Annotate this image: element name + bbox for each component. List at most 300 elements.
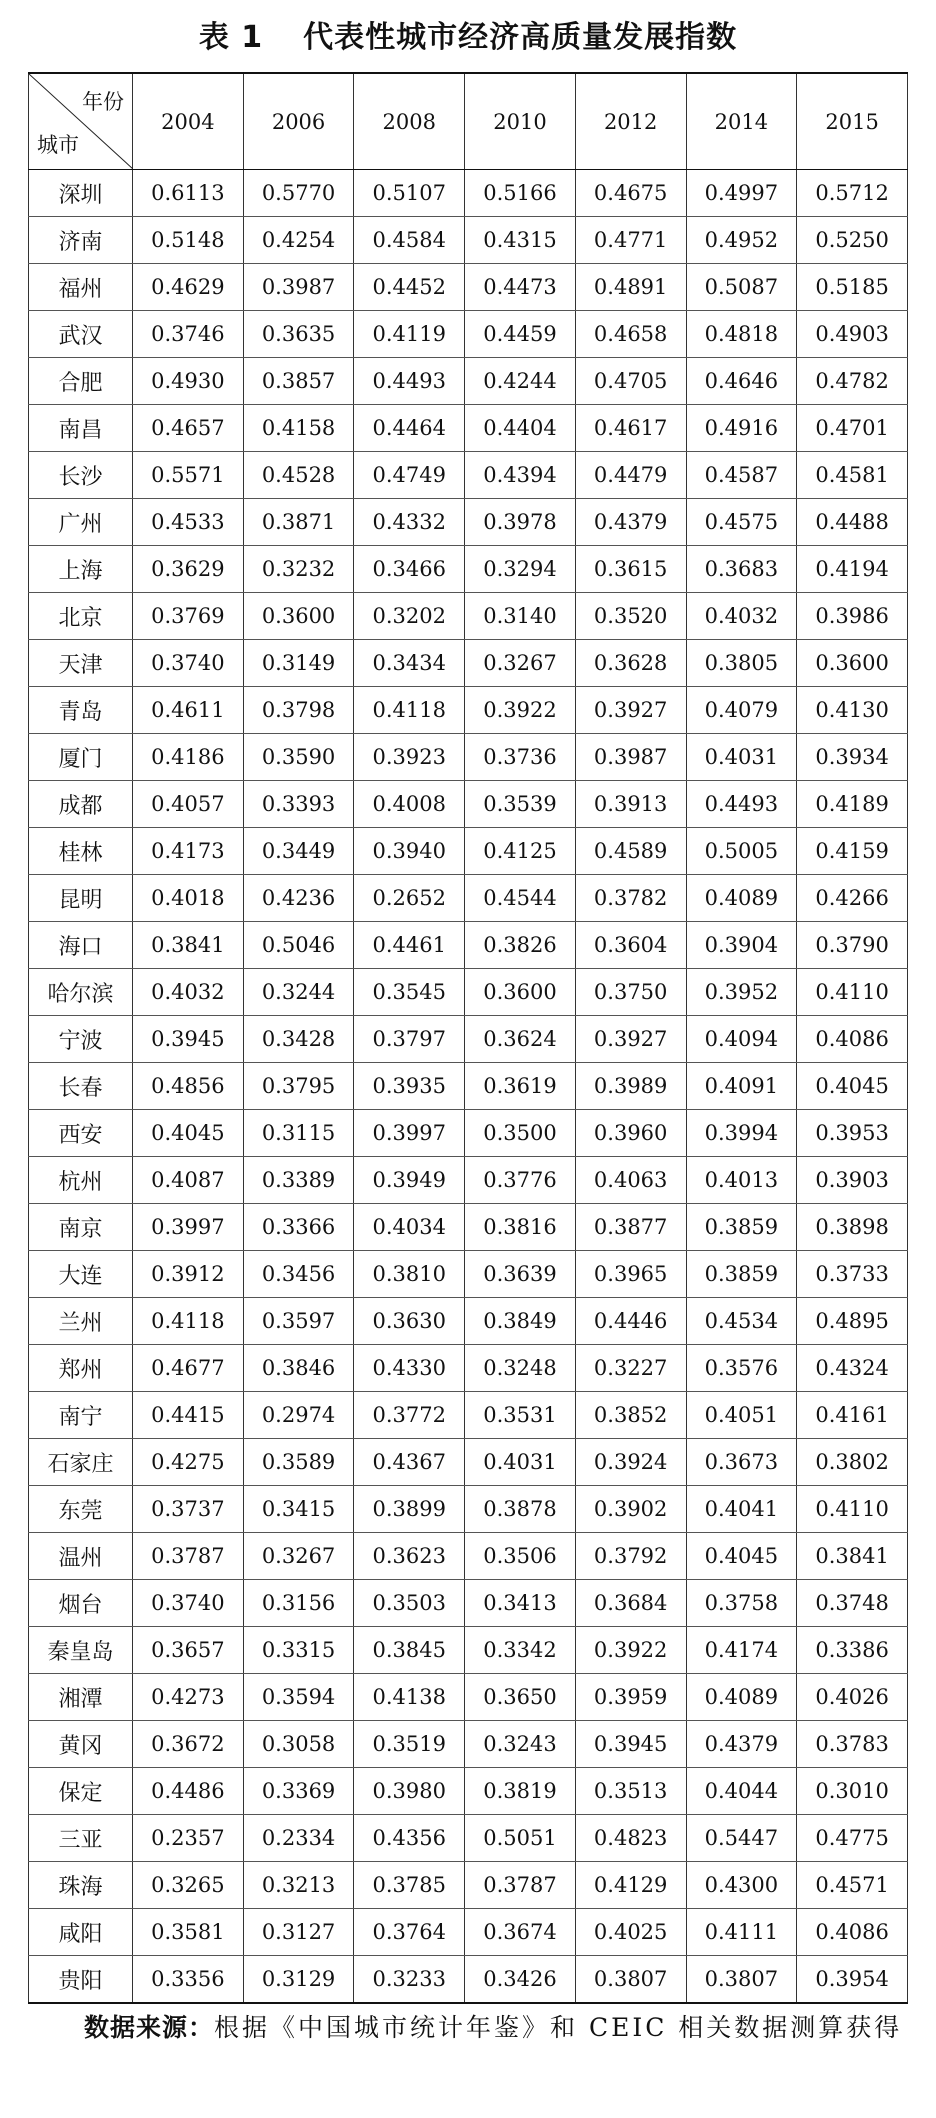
value-cell: 0.4189 <box>797 781 908 828</box>
table-row <box>29 1627 908 1674</box>
value-cell: 0.2334 <box>243 1815 354 1862</box>
year-axis-label: 年份 <box>82 90 124 114</box>
value-cell: 0.3589 <box>243 1439 354 1486</box>
value-cell: 0.5148 <box>133 217 244 264</box>
value-cell: 0.4045 <box>797 1063 908 1110</box>
value-cell: 0.5107 <box>354 170 465 217</box>
value-cell: 0.3672 <box>133 1721 244 1768</box>
table-row <box>29 1298 908 1345</box>
value-cell: 0.3630 <box>354 1298 465 1345</box>
value-cell: 0.3294 <box>465 546 576 593</box>
value-cell: 0.3782 <box>575 875 686 922</box>
table-row <box>29 358 908 405</box>
table-row <box>29 1862 908 1909</box>
value-cell: 0.3267 <box>243 1533 354 1580</box>
value-cell: 0.3624 <box>465 1016 576 1063</box>
value-cell: 0.3500 <box>465 1110 576 1157</box>
value-cell: 0.3807 <box>686 1956 797 2004</box>
value-cell: 0.4891 <box>575 264 686 311</box>
value-cell: 0.4356 <box>354 1815 465 1862</box>
value-cell: 0.3945 <box>133 1016 244 1063</box>
value-cell: 0.4129 <box>575 1862 686 1909</box>
table-body <box>29 170 908 2004</box>
value-cell: 0.5571 <box>133 452 244 499</box>
value-cell: 0.3650 <box>465 1674 576 1721</box>
table-row <box>29 1486 908 1533</box>
value-cell: 0.4367 <box>354 1439 465 1486</box>
city-cell: 大连 <box>29 1251 133 1298</box>
value-cell: 0.5005 <box>686 828 797 875</box>
city-cell: 青岛 <box>29 687 133 734</box>
value-cell: 0.3912 <box>133 1251 244 1298</box>
value-cell: 0.4254 <box>243 217 354 264</box>
city-cell: 三亚 <box>29 1815 133 1862</box>
city-cell: 济南 <box>29 217 133 264</box>
value-cell: 0.4459 <box>465 311 576 358</box>
value-cell: 0.4041 <box>686 1486 797 1533</box>
value-cell: 0.3576 <box>686 1345 797 1392</box>
value-cell: 0.4575 <box>686 499 797 546</box>
city-cell: 宁波 <box>29 1016 133 1063</box>
value-cell: 0.3795 <box>243 1063 354 1110</box>
value-cell: 0.3952 <box>686 969 797 1016</box>
value-cell: 0.4013 <box>686 1157 797 1204</box>
value-cell: 0.4952 <box>686 217 797 264</box>
value-cell: 0.4173 <box>133 828 244 875</box>
value-cell: 0.4057 <box>133 781 244 828</box>
value-cell: 0.4031 <box>465 1439 576 1486</box>
table-row <box>29 687 908 734</box>
table-row <box>29 1251 908 1298</box>
table-row <box>29 1392 908 1439</box>
value-cell: 0.4473 <box>465 264 576 311</box>
value-cell: 0.3513 <box>575 1768 686 1815</box>
value-cell: 0.3949 <box>354 1157 465 1204</box>
value-cell: 0.3913 <box>575 781 686 828</box>
value-cell: 0.3986 <box>797 593 908 640</box>
value-cell: 0.3989 <box>575 1063 686 1110</box>
value-cell: 0.3940 <box>354 828 465 875</box>
table-row <box>29 1956 908 2004</box>
value-cell: 0.3140 <box>465 593 576 640</box>
header-row <box>29 73 908 170</box>
value-cell: 0.3449 <box>243 828 354 875</box>
value-cell: 0.3899 <box>354 1486 465 1533</box>
value-cell: 0.4089 <box>686 1674 797 1721</box>
year-header-2015: 2015 <box>797 73 908 170</box>
value-cell: 0.3776 <box>465 1157 576 1204</box>
value-cell: 0.4018 <box>133 875 244 922</box>
city-cell: 武汉 <box>29 311 133 358</box>
value-cell: 0.4300 <box>686 1862 797 1909</box>
table-row <box>29 1439 908 1486</box>
value-cell: 0.4026 <box>797 1674 908 1721</box>
value-cell: 0.4273 <box>133 1674 244 1721</box>
value-cell: 0.4138 <box>354 1674 465 1721</box>
city-cell: 温州 <box>29 1533 133 1580</box>
value-cell: 0.3594 <box>243 1674 354 1721</box>
table-row <box>29 1110 908 1157</box>
value-cell: 0.3531 <box>465 1392 576 1439</box>
value-cell: 0.4045 <box>133 1110 244 1157</box>
value-cell: 0.3639 <box>465 1251 576 1298</box>
city-cell: 桂林 <box>29 828 133 875</box>
value-cell: 0.3581 <box>133 1909 244 1956</box>
value-cell: 0.3733 <box>797 1251 908 1298</box>
value-cell: 0.3740 <box>133 1580 244 1627</box>
value-cell: 0.4611 <box>133 687 244 734</box>
value-cell: 0.3736 <box>465 734 576 781</box>
value-cell: 0.4236 <box>243 875 354 922</box>
value-cell: 0.3232 <box>243 546 354 593</box>
value-cell: 0.4008 <box>354 781 465 828</box>
value-cell: 0.4275 <box>133 1439 244 1486</box>
value-cell: 0.3673 <box>686 1439 797 1486</box>
table-row <box>29 1345 908 1392</box>
value-cell: 0.4782 <box>797 358 908 405</box>
table-row <box>29 1204 908 1251</box>
value-cell: 0.4658 <box>575 311 686 358</box>
table-title-text: 代表性城市经济高质量发展指数 <box>303 20 738 55</box>
table-row <box>29 1063 908 1110</box>
value-cell: 0.4823 <box>575 1815 686 1862</box>
value-cell: 0.4533 <box>133 499 244 546</box>
year-header-2006: 2006 <box>243 73 354 170</box>
value-cell: 0.4404 <box>465 405 576 452</box>
value-cell: 0.3953 <box>797 1110 908 1157</box>
value-cell: 0.3503 <box>354 1580 465 1627</box>
city-cell: 福州 <box>29 264 133 311</box>
city-cell: 成都 <box>29 781 133 828</box>
value-cell: 0.4584 <box>354 217 465 264</box>
value-cell: 0.4486 <box>133 1768 244 1815</box>
value-cell: 0.3769 <box>133 593 244 640</box>
value-cell: 0.4045 <box>686 1533 797 1580</box>
value-cell: 0.3149 <box>243 640 354 687</box>
value-cell: 0.3797 <box>354 1016 465 1063</box>
value-cell: 0.4657 <box>133 405 244 452</box>
value-cell: 0.5046 <box>243 922 354 969</box>
source-note <box>28 2000 908 2056</box>
city-cell: 保定 <box>29 1768 133 1815</box>
value-cell: 0.4119 <box>354 311 465 358</box>
value-cell: 0.4186 <box>133 734 244 781</box>
city-cell: 海口 <box>29 922 133 969</box>
value-cell: 0.3604 <box>575 922 686 969</box>
value-cell: 0.3315 <box>243 1627 354 1674</box>
value-cell: 0.3244 <box>243 969 354 1016</box>
value-cell: 0.3129 <box>243 1956 354 2004</box>
value-cell: 0.4479 <box>575 452 686 499</box>
table-row <box>29 1157 908 1204</box>
value-cell: 0.4415 <box>133 1392 244 1439</box>
table-row <box>29 781 908 828</box>
value-cell: 0.4818 <box>686 311 797 358</box>
value-cell: 0.3366 <box>243 1204 354 1251</box>
city-cell: 深圳 <box>29 170 133 217</box>
value-cell: 0.3859 <box>686 1251 797 1298</box>
value-cell: 0.3772 <box>354 1392 465 1439</box>
value-cell: 0.4161 <box>797 1392 908 1439</box>
value-cell: 0.3785 <box>354 1862 465 1909</box>
table-row <box>29 546 908 593</box>
value-cell: 0.6113 <box>133 170 244 217</box>
city-cell: 昆明 <box>29 875 133 922</box>
value-cell: 0.3393 <box>243 781 354 828</box>
value-cell: 0.4856 <box>133 1063 244 1110</box>
value-cell: 0.4571 <box>797 1862 908 1909</box>
value-cell: 0.3615 <box>575 546 686 593</box>
value-cell: 0.4464 <box>354 405 465 452</box>
value-cell: 0.4324 <box>797 1345 908 1392</box>
value-cell: 0.4493 <box>686 781 797 828</box>
value-cell: 0.5712 <box>797 170 908 217</box>
value-cell: 0.3202 <box>354 593 465 640</box>
value-cell: 0.4159 <box>797 828 908 875</box>
value-cell: 0.4130 <box>797 687 908 734</box>
table-row <box>29 640 908 687</box>
value-cell: 0.5447 <box>686 1815 797 1862</box>
table-row <box>29 828 908 875</box>
value-cell: 0.3213 <box>243 1862 354 1909</box>
value-cell: 0.3902 <box>575 1486 686 1533</box>
value-cell: 0.3657 <box>133 1627 244 1674</box>
value-cell: 0.4646 <box>686 358 797 405</box>
city-cell: 石家庄 <box>29 1439 133 1486</box>
table-container <box>28 72 908 2004</box>
value-cell: 0.4446 <box>575 1298 686 1345</box>
table-row <box>29 734 908 781</box>
value-cell: 0.4032 <box>686 593 797 640</box>
diagonal-header-cell <box>29 73 133 170</box>
value-cell: 0.5166 <box>465 170 576 217</box>
value-cell: 0.4394 <box>465 452 576 499</box>
value-cell: 0.4930 <box>133 358 244 405</box>
value-cell: 0.3826 <box>465 922 576 969</box>
value-cell: 0.3369 <box>243 1768 354 1815</box>
value-cell: 0.3684 <box>575 1580 686 1627</box>
table-row <box>29 170 908 217</box>
city-cell: 北京 <box>29 593 133 640</box>
value-cell: 0.4771 <box>575 217 686 264</box>
value-cell: 0.3798 <box>243 687 354 734</box>
value-cell: 0.4544 <box>465 875 576 922</box>
value-cell: 0.4675 <box>575 170 686 217</box>
value-cell: 0.4063 <box>575 1157 686 1204</box>
city-cell: 合肥 <box>29 358 133 405</box>
value-cell: 0.3545 <box>354 969 465 1016</box>
value-cell: 0.4125 <box>465 828 576 875</box>
table-row <box>29 311 908 358</box>
table-row <box>29 217 908 264</box>
value-cell: 0.4118 <box>354 687 465 734</box>
value-cell: 0.3857 <box>243 358 354 405</box>
value-cell: 0.4051 <box>686 1392 797 1439</box>
value-cell: 0.3466 <box>354 546 465 593</box>
value-cell: 0.4079 <box>686 687 797 734</box>
value-cell: 0.3342 <box>465 1627 576 1674</box>
city-axis-label: 城市 <box>37 133 79 157</box>
value-cell: 0.3748 <box>797 1580 908 1627</box>
value-cell: 0.3871 <box>243 499 354 546</box>
value-cell: 0.4705 <box>575 358 686 405</box>
value-cell: 0.3389 <box>243 1157 354 1204</box>
value-cell: 0.3426 <box>465 1956 576 2004</box>
value-cell: 0.3934 <box>797 734 908 781</box>
city-cell: 烟台 <box>29 1580 133 1627</box>
year-header-2004: 2004 <box>133 73 244 170</box>
city-cell: 湘潭 <box>29 1674 133 1721</box>
value-cell: 0.4031 <box>686 734 797 781</box>
value-cell: 0.3923 <box>354 734 465 781</box>
city-cell: 秦皇岛 <box>29 1627 133 1674</box>
value-cell: 0.2357 <box>133 1815 244 1862</box>
value-cell: 0.3945 <box>575 1721 686 1768</box>
value-cell: 0.4493 <box>354 358 465 405</box>
value-cell: 0.3600 <box>243 593 354 640</box>
value-cell: 0.3783 <box>797 1721 908 1768</box>
value-cell: 0.3248 <box>465 1345 576 1392</box>
city-cell: 天津 <box>29 640 133 687</box>
value-cell: 0.3904 <box>686 922 797 969</box>
value-cell: 0.3737 <box>133 1486 244 1533</box>
table-row <box>29 499 908 546</box>
value-cell: 0.4997 <box>686 170 797 217</box>
value-cell: 0.2974 <box>243 1392 354 1439</box>
value-cell: 0.4379 <box>686 1721 797 1768</box>
value-cell: 0.3852 <box>575 1392 686 1439</box>
value-cell: 0.3819 <box>465 1768 576 1815</box>
table-row <box>29 1580 908 1627</box>
table-row <box>29 1815 908 1862</box>
value-cell: 0.3600 <box>465 969 576 1016</box>
city-cell: 南宁 <box>29 1392 133 1439</box>
value-cell: 0.4916 <box>686 405 797 452</box>
city-cell: 兰州 <box>29 1298 133 1345</box>
city-cell: 贵阳 <box>29 1956 133 2004</box>
city-cell: 珠海 <box>29 1862 133 1909</box>
value-cell: 0.3859 <box>686 1204 797 1251</box>
value-cell: 0.3802 <box>797 1439 908 1486</box>
value-cell: 0.3590 <box>243 734 354 781</box>
value-cell: 0.3243 <box>465 1721 576 1768</box>
value-cell: 0.4094 <box>686 1016 797 1063</box>
value-cell: 0.4034 <box>354 1204 465 1251</box>
value-cell: 0.5770 <box>243 170 354 217</box>
value-cell: 0.3994 <box>686 1110 797 1157</box>
value-cell: 0.4589 <box>575 828 686 875</box>
city-cell: 东莞 <box>29 1486 133 1533</box>
value-cell: 0.4086 <box>797 1909 908 1956</box>
value-cell: 0.5051 <box>465 1815 576 1862</box>
value-cell: 0.3233 <box>354 1956 465 2004</box>
value-cell: 0.4158 <box>243 405 354 452</box>
table-row <box>29 1533 908 1580</box>
value-cell: 0.3415 <box>243 1486 354 1533</box>
value-cell: 0.4087 <box>133 1157 244 1204</box>
table-row <box>29 1674 908 1721</box>
value-cell: 0.3987 <box>575 734 686 781</box>
value-cell: 0.3959 <box>575 1674 686 1721</box>
city-cell: 长沙 <box>29 452 133 499</box>
value-cell: 0.3935 <box>354 1063 465 1110</box>
value-cell: 0.2652 <box>354 875 465 922</box>
value-cell: 0.3115 <box>243 1110 354 1157</box>
table-row <box>29 922 908 969</box>
value-cell: 0.3846 <box>243 1345 354 1392</box>
value-cell: 0.3954 <box>797 1956 908 2004</box>
value-cell: 0.3156 <box>243 1580 354 1627</box>
value-cell: 0.3520 <box>575 593 686 640</box>
value-cell: 0.4174 <box>686 1627 797 1674</box>
value-cell: 0.4461 <box>354 922 465 969</box>
city-cell: 黄冈 <box>29 1721 133 1768</box>
value-cell: 0.3805 <box>686 640 797 687</box>
value-cell: 0.4581 <box>797 452 908 499</box>
value-cell: 0.3922 <box>465 687 576 734</box>
source-note-text: 根据《中国城市统计年鉴》和 CEIC 相关数据测算获得 <box>214 2013 903 2042</box>
value-cell: 0.4452 <box>354 264 465 311</box>
city-cell: 厦门 <box>29 734 133 781</box>
table-row <box>29 264 908 311</box>
value-cell: 0.5087 <box>686 264 797 311</box>
value-cell: 0.4677 <box>133 1345 244 1392</box>
value-cell: 0.4379 <box>575 499 686 546</box>
table-row <box>29 1909 908 1956</box>
table-row <box>29 405 908 452</box>
value-cell: 0.3965 <box>575 1251 686 1298</box>
year-header-2012: 2012 <box>575 73 686 170</box>
value-cell: 0.3386 <box>797 1627 908 1674</box>
value-cell: 0.3841 <box>797 1533 908 1580</box>
value-cell: 0.3787 <box>133 1533 244 1580</box>
value-cell: 0.3058 <box>243 1721 354 1768</box>
value-cell: 0.3810 <box>354 1251 465 1298</box>
value-cell: 0.3746 <box>133 311 244 358</box>
value-cell: 0.3629 <box>133 546 244 593</box>
source-note-label: 数据来源： <box>84 2013 215 2042</box>
value-cell: 0.3227 <box>575 1345 686 1392</box>
value-cell: 0.3683 <box>686 546 797 593</box>
value-cell: 0.4044 <box>686 1768 797 1815</box>
value-cell: 0.4488 <box>797 499 908 546</box>
value-cell: 0.3924 <box>575 1439 686 1486</box>
city-cell: 西安 <box>29 1110 133 1157</box>
value-cell: 0.3764 <box>354 1909 465 1956</box>
value-cell: 0.4895 <box>797 1298 908 1345</box>
value-cell: 0.4110 <box>797 969 908 1016</box>
city-cell: 南京 <box>29 1204 133 1251</box>
value-cell: 0.3758 <box>686 1580 797 1627</box>
value-cell: 0.3980 <box>354 1768 465 1815</box>
value-cell: 0.4587 <box>686 452 797 499</box>
value-cell: 0.3792 <box>575 1533 686 1580</box>
value-cell: 0.3903 <box>797 1157 908 1204</box>
value-cell: 0.3849 <box>465 1298 576 1345</box>
value-cell: 0.4194 <box>797 546 908 593</box>
value-cell: 0.4086 <box>797 1016 908 1063</box>
value-cell: 0.4749 <box>354 452 465 499</box>
table-title <box>0 12 936 56</box>
value-cell: 0.3628 <box>575 640 686 687</box>
value-cell: 0.3845 <box>354 1627 465 1674</box>
table-row <box>29 1721 908 1768</box>
value-cell: 0.3600 <box>797 640 908 687</box>
city-cell: 广州 <box>29 499 133 546</box>
value-cell: 0.3877 <box>575 1204 686 1251</box>
year-header-2008: 2008 <box>354 73 465 170</box>
value-cell: 0.4330 <box>354 1345 465 1392</box>
